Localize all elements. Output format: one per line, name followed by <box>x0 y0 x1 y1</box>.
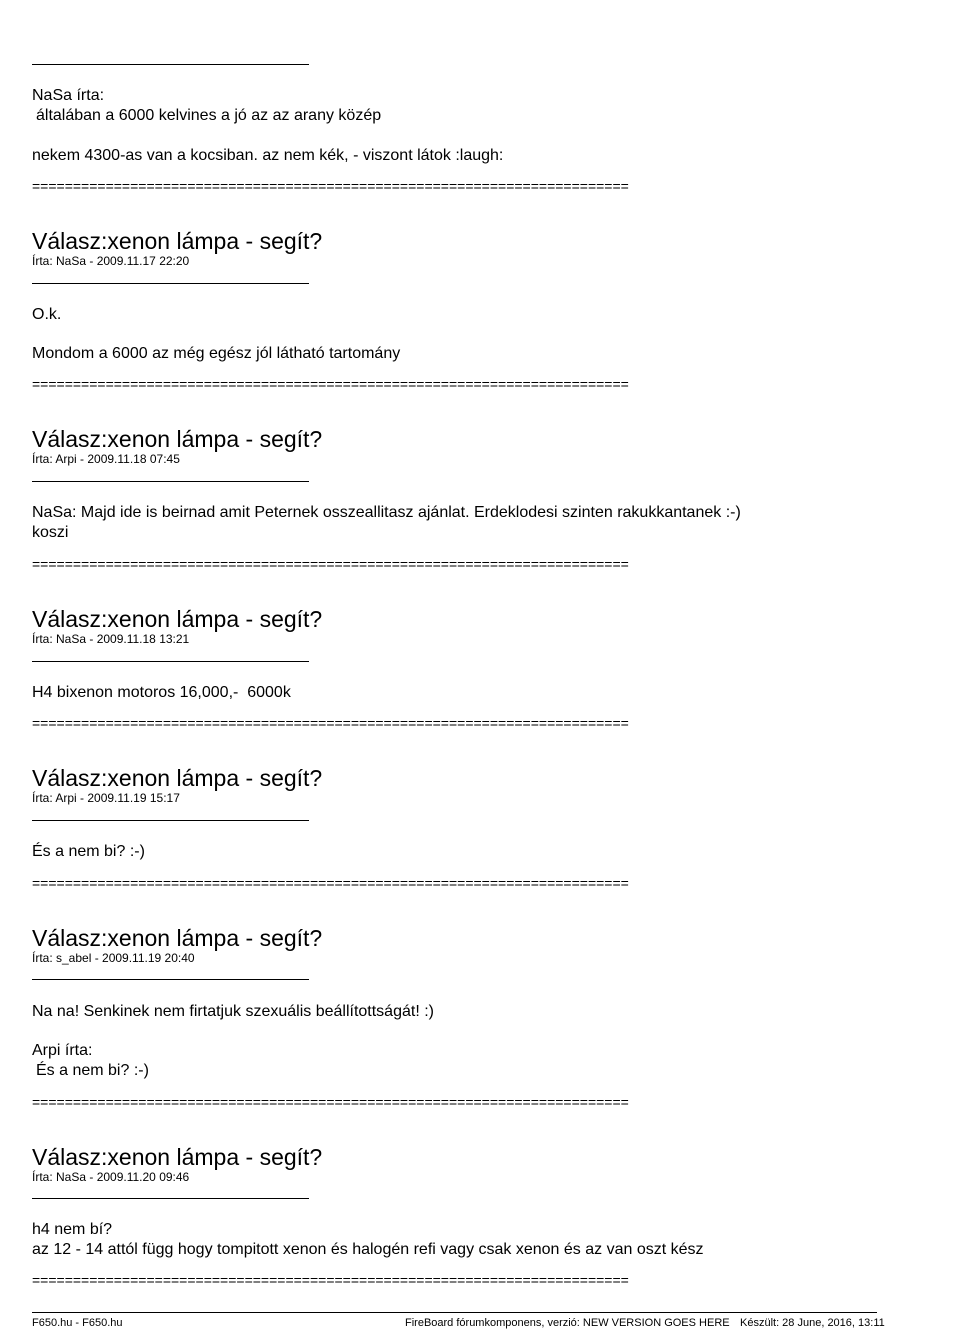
post-meta: Írta: NaSa - 2009.11.17 22:20 <box>32 254 190 268</box>
post-title: Válasz:xenon lámpa - segít? <box>32 925 323 951</box>
quote-text: És a nem bi? :-) <box>36 1062 149 1079</box>
post-divider <box>32 64 309 65</box>
post-meta: Írta: NaSa - 2009.11.20 09:46 <box>32 1170 190 1184</box>
footer-divider <box>32 1312 877 1313</box>
post-separator: ========================================================================= <box>32 376 629 392</box>
post-title: Válasz:xenon lámpa - segít? <box>32 765 323 791</box>
footer-site: F650.hu - F650.hu <box>32 1317 123 1329</box>
post-separator: ========================================================================= <box>32 1272 629 1288</box>
post-text: És a nem bi? :-) <box>32 843 145 860</box>
post-text: koszi <box>32 524 69 541</box>
post-title: Válasz:xenon lámpa - segít? <box>32 1144 323 1170</box>
post-divider <box>32 1198 309 1199</box>
post-text: Na na! Senkinek nem firtatjuk szexuális beállítottságát! :) <box>32 1003 434 1020</box>
post-separator: ========================================================================= <box>32 875 629 891</box>
post-divider <box>32 661 309 662</box>
quote-author: Arpi írta: <box>32 1042 93 1059</box>
quote-text: általában a 6000 kelvines a jó az az arany közép <box>36 107 382 124</box>
post-title: Válasz:xenon lámpa - segít? <box>32 426 323 452</box>
post-separator: ========================================================================= <box>32 1094 629 1110</box>
post-meta: Írta: NaSa - 2009.11.18 13:21 <box>32 632 190 646</box>
post-divider <box>32 979 309 980</box>
post-text: H4 bixenon motoros 16,000,- 6000k <box>32 684 291 701</box>
post-meta: Írta: Arpi - 2009.11.19 15:17 <box>32 791 180 805</box>
post-text: NaSa: Majd ide is beirnad amit Peternek osszeallitasz ajánlat. Erdeklodesi szinten rakukkantanek :-) <box>32 504 741 521</box>
footer-component: FireBoard fórumkomponens, verzió: NEW VERSION GOES HERE <box>405 1317 730 1329</box>
post-separator: ========================================================================= <box>32 715 629 731</box>
post-text: h4 nem bí? <box>32 1221 113 1238</box>
post-divider <box>32 283 309 284</box>
post-divider <box>32 481 309 482</box>
post-meta: Írta: Arpi - 2009.11.18 07:45 <box>32 452 180 466</box>
post-text: az 12 - 14 attól függ hogy tompitott xenon és halogén refi vagy csak xenon és az van oszt kész <box>32 1241 704 1258</box>
post-separator: ========================================================================= <box>32 556 629 572</box>
footer-created: Készült: 28 June, 2016, 13:11 <box>740 1317 885 1329</box>
post-text: Mondom a 6000 az még egész jól látható tartomány <box>32 345 401 362</box>
post-text: nekem 4300-as van a kocsiban. az nem kék, - viszont látok :laugh: <box>32 147 504 164</box>
post-title: Válasz:xenon lámpa - segít? <box>32 228 323 254</box>
post-text: O.k. <box>32 306 62 323</box>
quote-author: NaSa írta: <box>32 87 105 104</box>
post-separator: ========================================================================= <box>32 178 629 194</box>
post-meta: Írta: s_abel - 2009.11.19 20:40 <box>32 951 195 965</box>
post-divider <box>32 820 309 821</box>
post-title: Válasz:xenon lámpa - segít? <box>32 606 323 632</box>
